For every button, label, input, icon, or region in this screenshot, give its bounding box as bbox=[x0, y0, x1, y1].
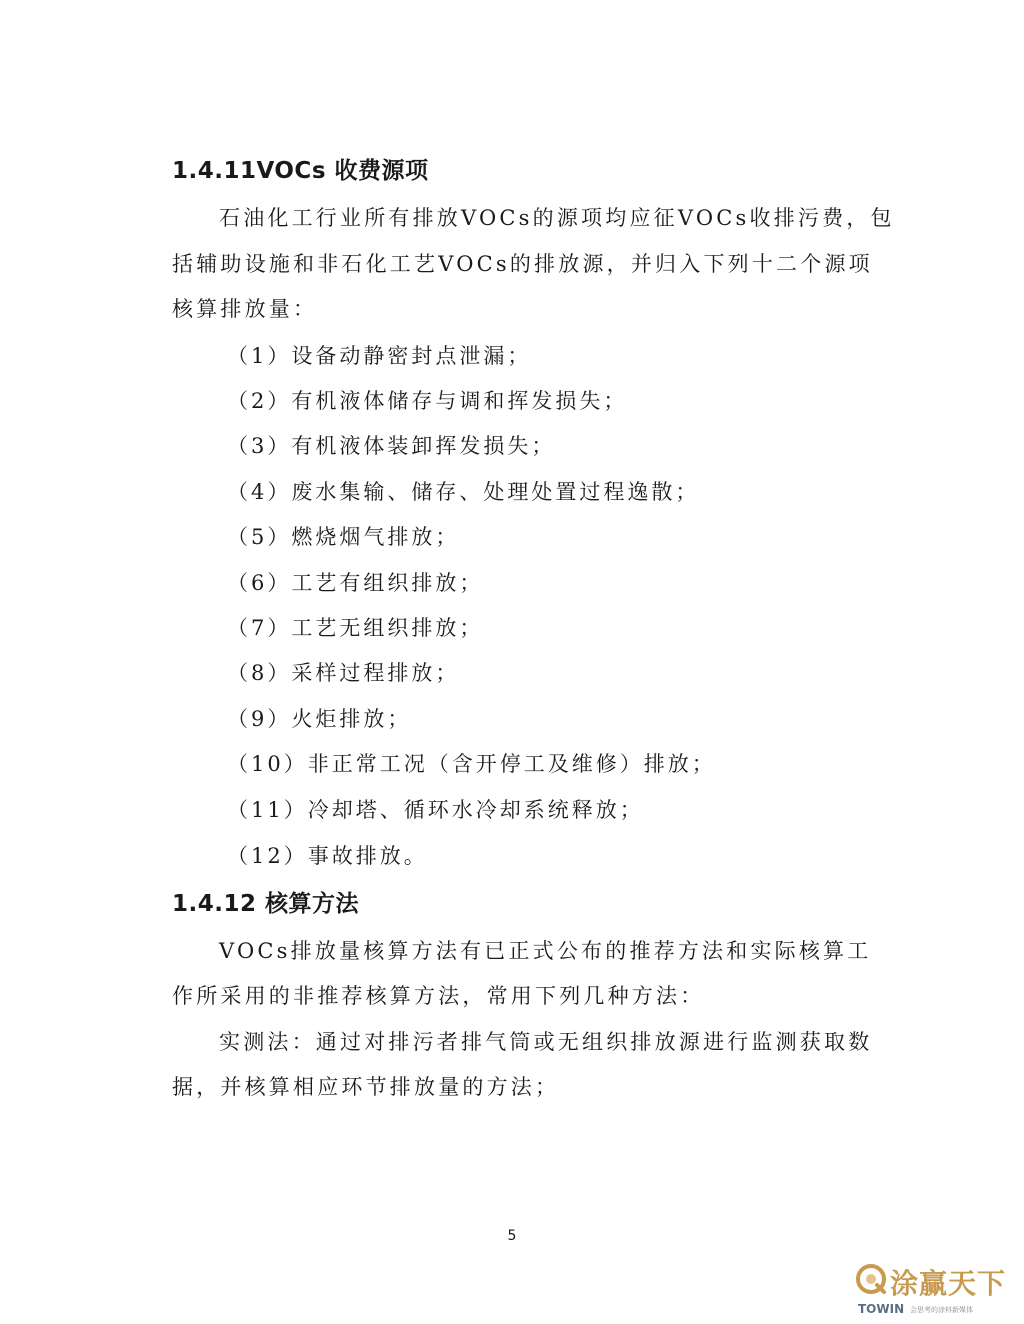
list-item: （12）事故排放。 bbox=[227, 844, 428, 868]
list-item: （8）采样过程排放； bbox=[227, 661, 460, 685]
paragraph-line: 作所采用的非推荐核算方法，常用下列几种方法： bbox=[172, 984, 705, 1008]
page-number: 5 bbox=[507, 1228, 517, 1244]
watermark-tagline: 会思考的涂料新媒体 bbox=[910, 1306, 973, 1314]
watermark bbox=[854, 1262, 1014, 1320]
list-item: （6）工艺有组织排放； bbox=[227, 571, 484, 595]
section-heading-1-4-11: 1.4.11VOCs 收费源项 bbox=[172, 158, 429, 184]
section-heading-1-4-12: 1.4.12 核算方法 bbox=[172, 891, 359, 917]
paragraph-line: 据，并核算相应环节排放量的方法； bbox=[172, 1075, 560, 1099]
towin-logo-icon bbox=[854, 1262, 888, 1296]
list-item: （11）冷却塔、循环水冷却系统释放； bbox=[227, 798, 644, 822]
paragraph-line: 核算排放量： bbox=[172, 297, 318, 321]
list-item: （10）非正常工况（含开停工及维修）排放； bbox=[227, 752, 716, 776]
list-item: （2）有机液体储存与调和挥发损失； bbox=[227, 389, 628, 413]
paragraph-line: VOCs排放量核算方法有已正式公布的推荐方法和实际核算工 bbox=[219, 939, 872, 963]
paragraph-line: 石油化工行业所有排放VOCs的源项均应征VOCs收排污费，包 bbox=[219, 206, 895, 230]
watermark-brand: TOWIN bbox=[858, 1302, 905, 1316]
list-item: （5）燃烧烟气排放； bbox=[227, 525, 460, 549]
list-item: （9）火炬排放； bbox=[227, 707, 412, 731]
list-item: （7）工艺无组织排放； bbox=[227, 616, 484, 640]
list-item: （1）设备动静密封点泄漏； bbox=[227, 344, 532, 368]
paragraph-line: 实测法：通过对排污者排气筒或无组织排放源进行监测获取数 bbox=[219, 1030, 873, 1054]
watermark-title: 涂赢天下 bbox=[890, 1267, 1007, 1300]
paragraph-line: 括辅助设施和非石化工艺VOCs的排放源，并归入下列十二个源项 bbox=[172, 252, 873, 276]
list-item: （3）有机液体装卸挥发损失； bbox=[227, 434, 556, 458]
list-item: （4）废水集输、储存、处理处置过程逸散； bbox=[227, 480, 700, 504]
